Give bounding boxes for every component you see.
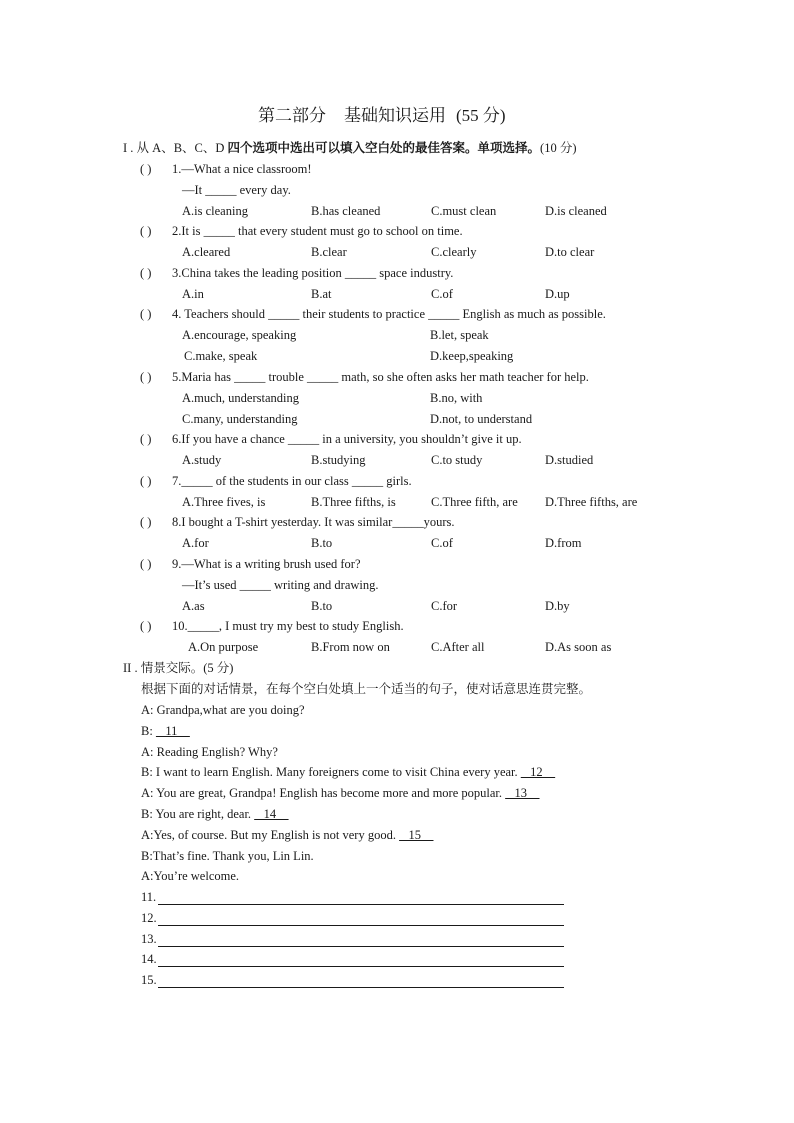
answer-bracket: ( ) xyxy=(140,224,152,238)
option-a: A.cleared xyxy=(182,244,231,259)
title-score: (55 分) xyxy=(456,106,506,125)
option-b: B.has cleaned xyxy=(311,203,381,218)
dialogue-text: B: I want to learn English. Many foreigners come to visit China every year. xyxy=(141,765,521,780)
dialogue-text: A: Reading English? Why? xyxy=(141,744,278,759)
dialogue-line xyxy=(141,868,239,884)
section1-heading-suffix: (10 分) xyxy=(540,141,577,155)
dialogue-text: B: You are right, dear. xyxy=(141,807,255,821)
question-stem-reply: —It _____ every day. xyxy=(182,182,291,197)
question-stem: 7._____ of the students in our class _____ girls. xyxy=(172,474,412,488)
dialogue-text: A:Yes, of course. But my English is not very good. xyxy=(141,827,400,842)
option-c: C.make, speak xyxy=(184,348,258,363)
option-b: B.clear xyxy=(311,244,347,259)
question-stem: 5.Maria has _____ trouble _____ math, so she often asks her math teacher for help. xyxy=(172,370,589,384)
option-a: A.On purpose xyxy=(188,639,259,654)
option-b: B.From now on xyxy=(311,639,390,654)
answer-bracket: ( ) xyxy=(140,619,152,633)
answer-bracket: ( ) xyxy=(140,515,152,529)
option-d: D.keep,speaking xyxy=(430,348,514,363)
option-b: B.studying xyxy=(311,452,366,467)
section2-heading: II . 情景交际。(5 分) xyxy=(123,661,234,675)
option-b: B.to xyxy=(311,535,333,550)
answer-rule[interactable] xyxy=(158,904,564,905)
question-stem: 6.If you have a chance _____ in a university, you shouldn’t give it up. xyxy=(172,432,522,446)
option-b: B.at xyxy=(311,286,332,301)
dialogue-blank: 11 xyxy=(155,723,190,738)
option-a: A.in xyxy=(182,286,204,301)
answer-rule[interactable] xyxy=(158,925,564,926)
option-a: A.much, understanding xyxy=(182,390,299,405)
dialogue-text: A: You are great, Grandpa! English has become more and more popular. xyxy=(141,786,506,801)
option-d: D.by xyxy=(545,598,570,613)
option-c: C.for xyxy=(431,598,458,613)
title-name: 基础知识运用 xyxy=(344,106,446,125)
question-stem: 8.I bought a T-shirt yesterday. It was similar_____yours. xyxy=(172,515,455,529)
dialogue-line xyxy=(141,848,314,864)
dialogue-text: B:That’s fine. Thank you, Lin Lin. xyxy=(141,848,314,863)
option-a: A.encourage, speaking xyxy=(182,327,297,342)
question-stem: 2.It is _____ that every student must go to school on time. xyxy=(172,224,463,238)
answer-number: 11. xyxy=(141,890,157,904)
option-d: D.up xyxy=(545,286,570,301)
option-c: C.of xyxy=(431,535,453,550)
section1-heading-prefix: I . 从 A、B、C、D xyxy=(123,141,228,155)
answer-rule[interactable] xyxy=(158,966,564,967)
answer-bracket: ( ) xyxy=(140,474,152,488)
option-a: A.study xyxy=(182,452,222,467)
option-a: A.as xyxy=(182,598,205,613)
answer-rule[interactable] xyxy=(158,946,564,947)
answer-bracket: ( ) xyxy=(140,370,152,384)
option-d: D.to clear xyxy=(545,244,595,259)
dialogue-line xyxy=(141,827,433,843)
section1-heading xyxy=(123,140,577,156)
option-c: C.many, understanding xyxy=(182,411,298,426)
option-c: C.to study xyxy=(431,452,483,467)
dialogue-blank: 15 xyxy=(399,827,434,842)
dialogue-line xyxy=(141,702,305,718)
answer-bracket: ( ) xyxy=(140,162,152,176)
option-b: B.let, speak xyxy=(430,327,489,342)
dialogue-text: A:You’re welcome. xyxy=(141,869,240,884)
question-stem-reply: —It’s used _____ writing and drawing. xyxy=(182,577,379,592)
option-b: B.Three fifths, is xyxy=(311,494,396,509)
option-c: C.must clean xyxy=(431,203,497,218)
dialogue-blank: 13 xyxy=(505,786,540,801)
question-stem: 4. Teachers should _____ their students to practice _____ English as much as possible. xyxy=(172,307,606,321)
option-c: C.Three fifth, are xyxy=(431,494,518,509)
option-b: B.no, with xyxy=(430,390,483,405)
question-stem: 1.—What a nice classroom! xyxy=(172,162,312,176)
dialogue-text: B: xyxy=(141,723,156,738)
option-d: D.from xyxy=(545,535,582,550)
section1-heading-bold: 四个选项中选出可以填入空白处的最佳答案。单项选择。 xyxy=(227,141,541,155)
option-a: A.Three fives, is xyxy=(182,494,266,509)
option-a: A.is cleaning xyxy=(182,203,248,218)
question-stem: 3.China takes the leading position _____ space industry. xyxy=(172,266,454,280)
dialogue-blank: 12 xyxy=(520,765,556,780)
answer-number: 14. xyxy=(141,952,157,967)
answer-bracket: ( ) xyxy=(140,307,152,321)
option-c: C.of xyxy=(431,286,453,301)
option-d: D.is cleaned xyxy=(545,203,607,218)
answer-bracket: ( ) xyxy=(140,557,152,571)
answer-bracket: ( ) xyxy=(140,432,152,446)
dialogue-line xyxy=(141,723,190,739)
dialogue-line xyxy=(141,785,540,801)
dialogue-line xyxy=(141,744,278,760)
answer-bracket: ( ) xyxy=(140,266,152,280)
option-d: D.Three fifths, are xyxy=(545,494,638,509)
page-title xyxy=(258,106,506,126)
option-d: D.studied xyxy=(545,452,594,467)
option-c: C.clearly xyxy=(431,244,477,259)
answer-number: 13. xyxy=(141,931,157,946)
dialogue-line xyxy=(141,764,555,780)
option-a: A.for xyxy=(182,535,209,550)
option-b: B.to xyxy=(311,598,333,613)
option-d: D.As soon as xyxy=(545,639,612,654)
question-stem: 10._____, I must try my best to study English. xyxy=(172,619,404,633)
title-part: 第二部分 xyxy=(258,106,326,125)
option-c: C.After all xyxy=(431,639,485,654)
answer-rule[interactable] xyxy=(158,987,564,988)
section2-instruction: 根据下面的对话情景，在每个空白处填上一个适当的句子，使对话意思连贯完整。 xyxy=(141,682,592,696)
question-stem: 9.—What is a writing brush used for? xyxy=(172,557,361,571)
option-d: D.not, to understand xyxy=(430,411,533,426)
answer-number: 12. xyxy=(141,910,157,925)
answer-number: 15. xyxy=(141,973,157,988)
dialogue-text: A: Grandpa,what are you doing? xyxy=(141,703,305,717)
dialogue-line xyxy=(141,806,289,822)
dialogue-blank: 14 xyxy=(254,807,289,821)
